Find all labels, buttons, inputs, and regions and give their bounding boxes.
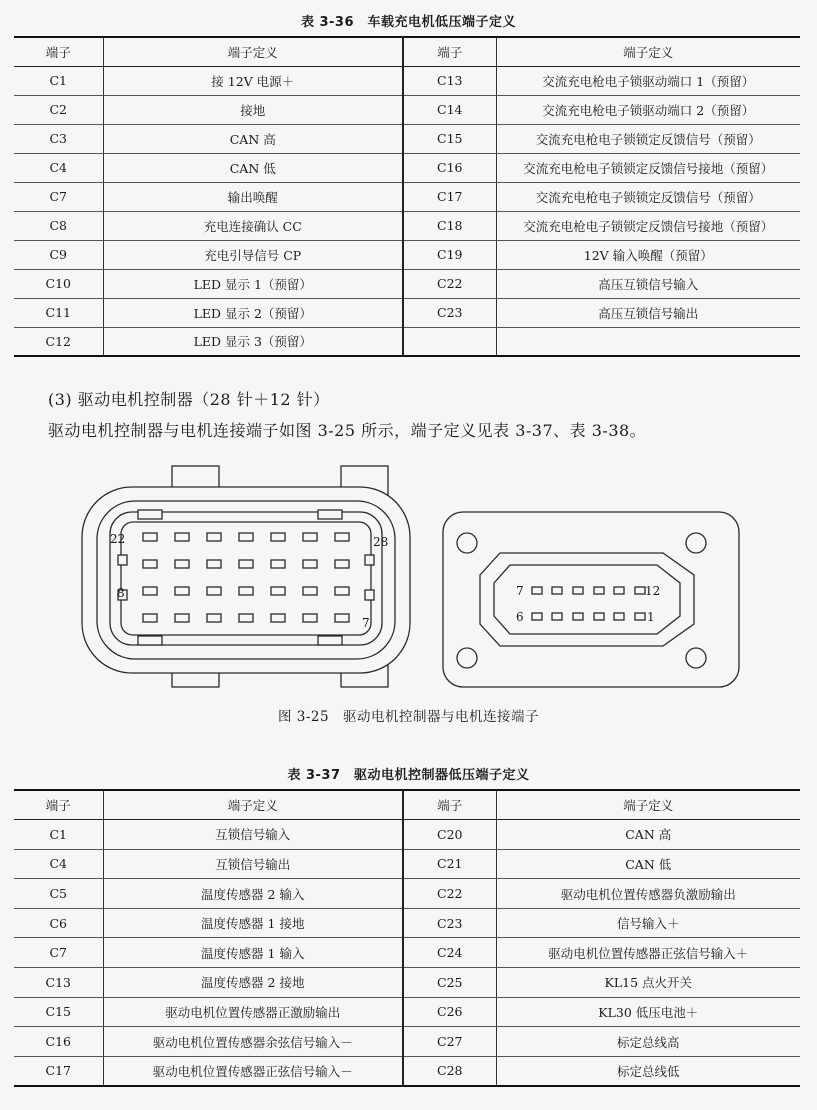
table-row [14, 327, 800, 356]
table-row [14, 153, 800, 182]
definition-cell: 交流充电枪电子锁锁定反馈信号（预留） [496, 182, 800, 211]
pin-label-22: 22 [110, 532, 126, 546]
definition-cell: 12V 输入唤醒（预留） [496, 240, 800, 269]
table-3-36 [14, 36, 800, 357]
table-header-row [14, 790, 800, 820]
definition-cell: 温度传感器 1 输入 [103, 938, 403, 968]
table-header-row [14, 37, 800, 66]
table-row [14, 66, 800, 95]
section-heading: (3) 驱动电机控制器（28 针＋12 针） [48, 390, 330, 409]
terminal-cell: C12 [14, 327, 103, 356]
table-row [14, 211, 800, 240]
pin-label-12: 12 [645, 584, 661, 598]
terminal-cell: C7 [14, 938, 103, 968]
figure-caption: 图 3-25 驱动电机控制器与电机连接端子 [277, 709, 540, 725]
table-row [14, 95, 800, 124]
table-row [14, 269, 800, 298]
definition-cell: 充电连接确认 CC [103, 211, 403, 240]
connector-figure [0, 458, 817, 703]
terminal-cell: C17 [14, 1056, 103, 1086]
table-row [14, 298, 800, 327]
header-definition: 端子定义 [496, 790, 800, 820]
definition-cell: 交流充电枪电子锁锁定反馈信号（预留） [496, 124, 800, 153]
definition-cell: LED 显示 3（预留） [103, 327, 403, 356]
definition-cell: 接 12V 电源＋ [103, 66, 403, 95]
table-row [14, 820, 800, 850]
connector-pin [532, 587, 542, 594]
definition-cell: 高压互锁信号输入 [496, 269, 800, 298]
connector-pin [573, 587, 583, 594]
terminal-cell: C23 [403, 908, 496, 938]
definition-cell [496, 327, 800, 356]
pin-label-28: 28 [373, 535, 389, 549]
terminal-cell: C28 [403, 1056, 496, 1086]
definition-cell: 互锁信号输入 [103, 820, 403, 850]
header-terminal: 端子 [14, 790, 103, 820]
terminal-cell: C15 [14, 997, 103, 1027]
terminal-cell: C27 [403, 1027, 496, 1057]
terminal-cell: C22 [403, 879, 496, 909]
header-terminal: 端子 [14, 37, 103, 66]
header-terminal: 端子 [403, 790, 496, 820]
definition-cell: 交流充电枪电子锁驱动端口 1（预留） [496, 66, 800, 95]
table-row [14, 879, 800, 909]
terminal-cell: C4 [14, 153, 103, 182]
definition-cell: 互锁信号输出 [103, 849, 403, 879]
terminal-cell: C17 [403, 182, 496, 211]
table-row [14, 240, 800, 269]
terminal-cell: C15 [403, 124, 496, 153]
table-3-37-caption: 表 3-37 驱动电机控制器低压端子定义 [287, 768, 530, 783]
terminal-cell: C10 [14, 269, 103, 298]
connector-pin [552, 613, 562, 620]
connector-pin [614, 613, 624, 620]
terminal-cell: C21 [403, 849, 496, 879]
definition-cell: 输出唤醒 [103, 182, 403, 211]
terminal-cell: C13 [403, 66, 496, 95]
definition-cell: 温度传感器 2 接地 [103, 968, 403, 998]
terminal-cell: C26 [403, 997, 496, 1027]
terminal-cell: C1 [14, 66, 103, 95]
pin-label-8: 8 [117, 586, 125, 600]
definition-cell: 接地 [103, 95, 403, 124]
terminal-cell: C1 [14, 820, 103, 850]
terminal-cell: C8 [14, 211, 103, 240]
definition-cell: 交流充电枪电子锁锁定反馈信号接地（预留） [496, 211, 800, 240]
table-row [14, 968, 800, 998]
terminal-cell: C24 [403, 938, 496, 968]
definition-cell: 驱动电机位置传感器正弦信号输入－ [103, 1056, 403, 1086]
terminal-cell: C20 [403, 820, 496, 850]
definition-cell: CAN 高 [103, 124, 403, 153]
terminal-cell: C16 [403, 153, 496, 182]
definition-cell: 信号输入＋ [496, 908, 800, 938]
definition-cell: 驱动电机位置传感器正弦信号输入＋ [496, 938, 800, 968]
header-definition: 端子定义 [103, 790, 403, 820]
terminal-cell: C16 [14, 1027, 103, 1057]
section-body: 驱动电机控制器与电机连接端子如图 3-25 所示，端子定义见表 3-37、表 3-38。 [48, 421, 647, 440]
definition-cell: KL30 低压电池＋ [496, 997, 800, 1027]
connector-pin [635, 587, 645, 594]
definition-cell: 高压互锁信号输出 [496, 298, 800, 327]
terminal-cell: C14 [403, 95, 496, 124]
table-row [14, 124, 800, 153]
header-definition: 端子定义 [103, 37, 403, 66]
terminal-cell: C7 [14, 182, 103, 211]
definition-cell: 驱动电机位置传感器正激励输出 [103, 997, 403, 1027]
definition-cell: LED 显示 2（预留） [103, 298, 403, 327]
definition-cell: 标定总线高 [496, 1027, 800, 1057]
table-3-36-caption: 表 3-36 车载充电机低压端子定义 [300, 15, 517, 30]
connector-28-pin [82, 466, 410, 687]
terminal-cell: C23 [403, 298, 496, 327]
definition-cell: 温度传感器 2 输入 [103, 879, 403, 909]
definition-cell: 充电引导信号 CP [103, 240, 403, 269]
table-row [14, 1056, 800, 1086]
connector-pin [614, 587, 624, 594]
table-row [14, 1027, 800, 1057]
terminal-cell: C22 [403, 269, 496, 298]
connector-pin [594, 613, 604, 620]
connector-pin [552, 587, 562, 594]
pin-label-6: 6 [516, 610, 524, 624]
definition-cell: 标定总线低 [496, 1056, 800, 1086]
terminal-cell: C11 [14, 298, 103, 327]
connector-pin [594, 587, 604, 594]
definition-cell: 驱动电机位置传感器余弦信号输入－ [103, 1027, 403, 1057]
terminal-cell: C4 [14, 849, 103, 879]
terminal-cell: C2 [14, 95, 103, 124]
header-terminal: 端子 [403, 37, 496, 66]
terminal-cell: C19 [403, 240, 496, 269]
connector-12-pin [443, 512, 739, 687]
terminal-cell [403, 327, 496, 356]
definition-cell: CAN 低 [496, 849, 800, 879]
header-definition: 端子定义 [496, 37, 800, 66]
definition-cell: 温度传感器 1 接地 [103, 908, 403, 938]
connector-pin [532, 613, 542, 620]
pin-label-1: 1 [647, 610, 655, 624]
definition-cell: KL15 点火开关 [496, 968, 800, 998]
terminal-cell: C3 [14, 124, 103, 153]
definition-cell: 交流充电枪电子锁锁定反馈信号接地（预留） [496, 153, 800, 182]
terminal-cell: C6 [14, 908, 103, 938]
connector-pin [573, 613, 583, 620]
pin-label-7: 7 [362, 616, 370, 630]
terminal-cell: C9 [14, 240, 103, 269]
table-row [14, 938, 800, 968]
definition-cell: CAN 高 [496, 820, 800, 850]
table-row [14, 997, 800, 1027]
table-row [14, 849, 800, 879]
definition-cell: 驱动电机位置传感器负激励输出 [496, 879, 800, 909]
table-3-37 [14, 789, 800, 1087]
connector-pin [635, 613, 645, 620]
pin-label-7b: 7 [516, 584, 524, 598]
pin-array-12 [532, 587, 645, 620]
definition-cell: 交流充电枪电子锁驱动端口 2（预留） [496, 95, 800, 124]
terminal-cell: C18 [403, 211, 496, 240]
definition-cell: LED 显示 1（预留） [103, 269, 403, 298]
terminal-cell: C25 [403, 968, 496, 998]
terminal-cell: C13 [14, 968, 103, 998]
terminal-cell: C5 [14, 879, 103, 909]
table-row [14, 908, 800, 938]
definition-cell: CAN 低 [103, 153, 403, 182]
table-row [14, 182, 800, 211]
